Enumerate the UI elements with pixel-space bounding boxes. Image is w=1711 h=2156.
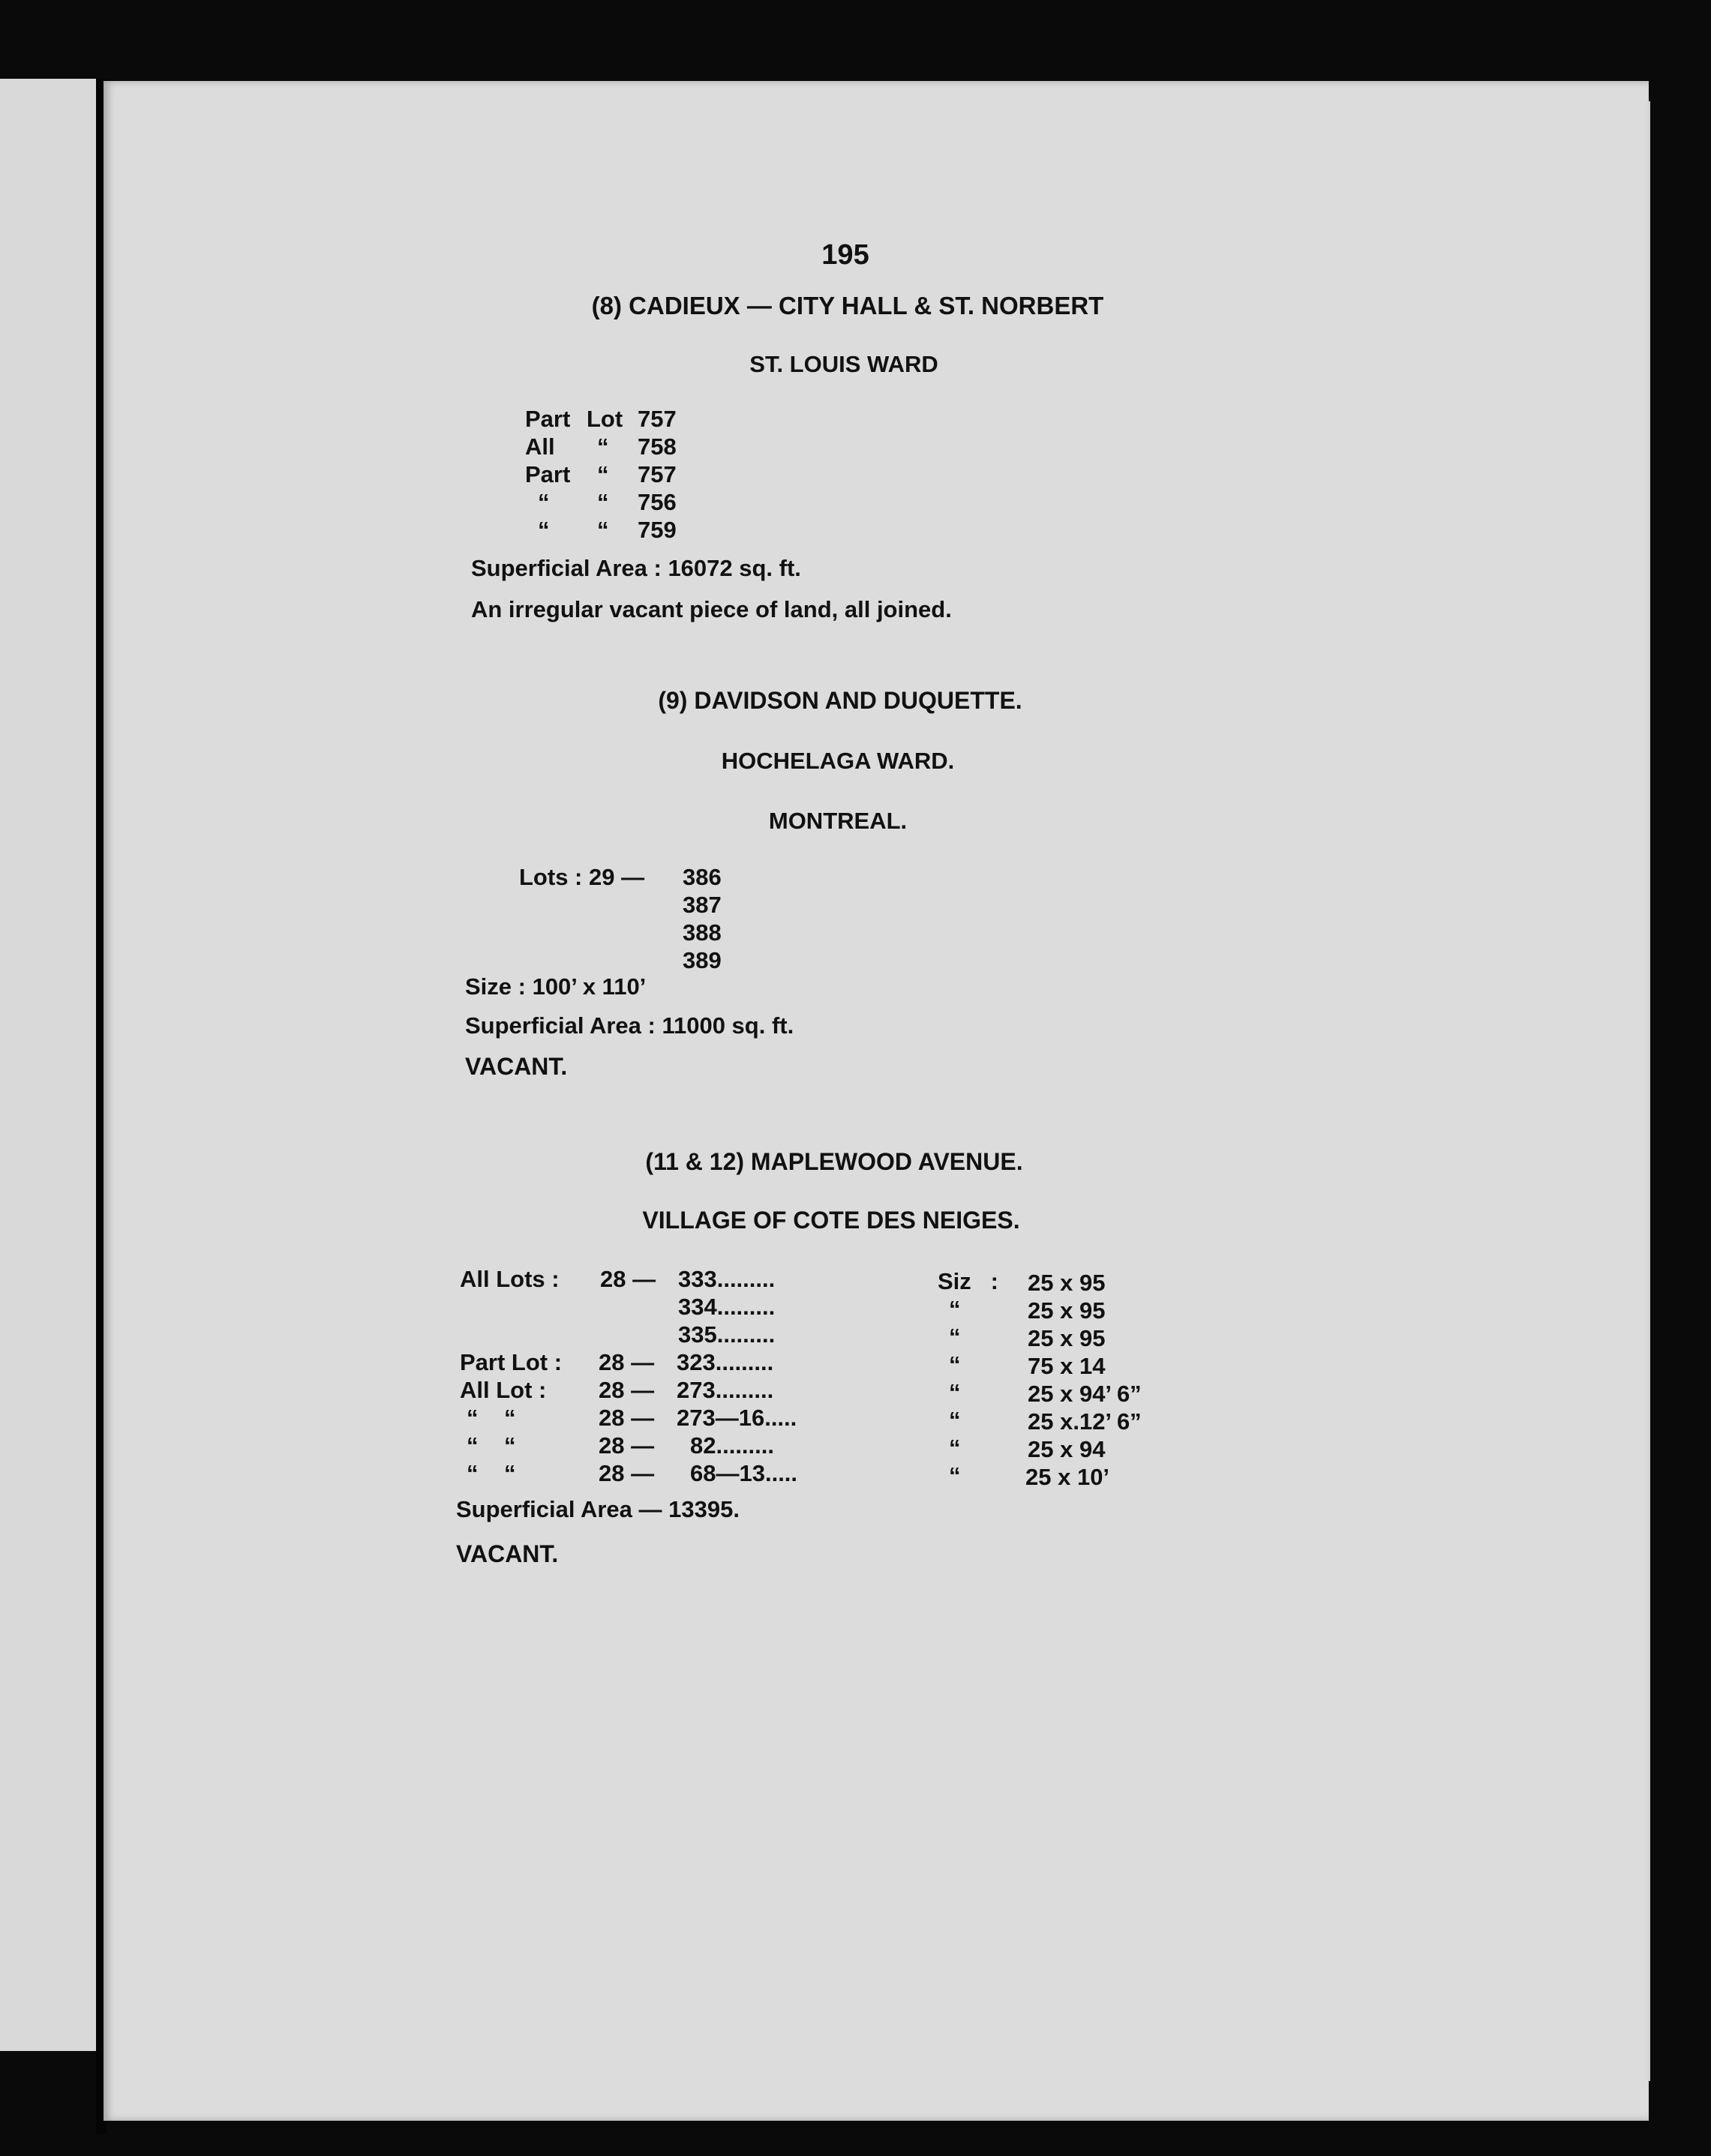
row-section: 28 — [599,1432,655,1459]
row-lot: 334......... [678,1294,776,1320]
row-siz: “ [949,1462,961,1489]
lot-number: 386 [683,864,722,890]
lot-number: 756 [638,489,677,515]
lot-qualifier: Part [525,461,571,487]
section-9-status: VACANT. [465,1053,568,1080]
section-8-ward: ST. LOUIS WARD [749,351,938,377]
section-9-area: Superficial Area : 11000 sq. ft. [465,1012,794,1039]
lot-number: 757 [638,461,677,487]
row-section: 28 — [599,1349,655,1375]
row-section: 28 — [599,1377,655,1403]
row-label: “ “ [467,1460,516,1486]
section-8-area: Superficial Area : 16072 sq. ft. [471,555,801,581]
section-9-ward: HOCHELAGA WARD. [721,748,955,774]
document-page [104,81,1649,2121]
lot-label: “ [597,489,609,515]
lot-label: Lot [587,406,623,432]
row-lot: 323......... [677,1349,774,1375]
facing-page-edge [0,79,96,2051]
row-siz: “ [949,1407,961,1433]
lot-label: “ [597,433,609,460]
section-9-lots-label: Lots : 29 — [519,864,645,890]
row-dimensions: 25 x 95 [1028,1325,1106,1351]
row-dimensions: 25 x.12’ 6” [1028,1408,1142,1435]
row-siz: “ [949,1351,961,1378]
row-label: “ “ [467,1432,516,1459]
lot-number: 388 [683,919,722,946]
row-siz: “ [949,1435,961,1461]
lot-label: “ [597,461,609,487]
row-lot: 273—16..... [677,1405,797,1431]
row-lot: 333......... [678,1266,776,1292]
row-dimensions: 25 x 95 [1028,1270,1106,1296]
row-lot: 68—13..... [690,1460,798,1486]
row-siz: “ [949,1296,961,1322]
lot-label: “ [597,517,609,543]
row-dimensions: 25 x 10’ [1025,1464,1110,1490]
row-siz: “ [949,1379,961,1405]
row-siz: Siz : [938,1268,998,1294]
lot-qualifier: All [525,433,555,460]
row-section: 28 — [600,1266,656,1292]
row-dimensions: 25 x 94’ 6” [1028,1381,1142,1407]
section-11-12-heading: (11 & 12) MAPLEWOOD AVENUE. [645,1148,1023,1175]
lot-qualifier: Part [525,406,571,432]
lot-number: 759 [638,517,677,543]
lot-number: 757 [638,406,677,432]
row-section: 28 — [599,1405,655,1431]
section-9-city: MONTREAL. [768,808,908,834]
row-label: Part Lot : [460,1349,563,1375]
row-lot: 82......... [690,1432,774,1459]
section-11-12-status: VACANT. [456,1540,559,1567]
section-9-size: Size : 100’ x 110’ [465,973,647,1000]
row-label: “ “ [467,1405,516,1431]
row-dimensions: 75 x 14 [1028,1353,1106,1379]
section-8-heading: (8) CADIEUX — CITY HALL & ST. NORBERT [591,292,1104,319]
lot-number: 758 [638,433,677,460]
section-11-12-village: VILLAGE OF COTE DES NEIGES. [642,1207,1020,1234]
lot-number: 387 [683,892,722,918]
section-8-note: An irregular vacant piece of land, all joined. [471,596,952,622]
section-9-heading: (9) DAVIDSON AND DUQUETTE. [658,687,1022,714]
lot-number: 389 [683,947,722,973]
row-dimensions: 25 x 95 [1028,1297,1106,1324]
row-label: All Lots : [460,1266,560,1292]
row-dimensions: 25 x 94 [1028,1436,1106,1462]
lot-qualifier: “ [538,489,550,515]
lot-qualifier: “ [538,517,550,543]
row-siz: “ [949,1324,961,1350]
row-lot: 335......... [678,1321,776,1348]
page-number: 195 [821,239,869,271]
row-label: All Lot : [460,1377,547,1403]
row-lot: 273......... [677,1377,774,1403]
section-11-12-area: Superficial Area — 13395. [456,1496,740,1522]
row-section: 28 — [599,1460,655,1486]
